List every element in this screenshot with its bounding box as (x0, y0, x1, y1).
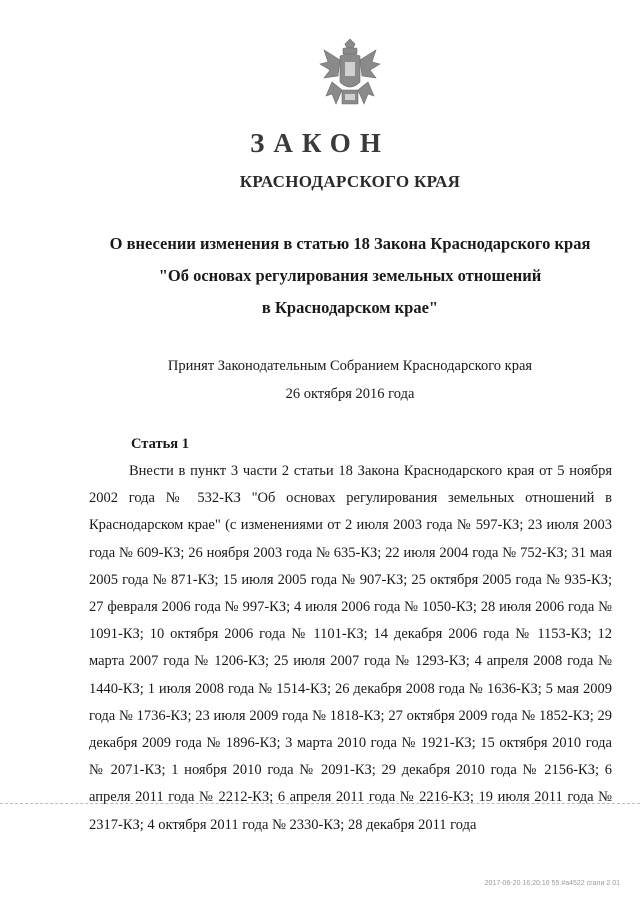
article-title: Статья 1 (131, 436, 189, 452)
document-title: ЗАКОН (250, 128, 390, 158)
adoption-body: Принят Законодательным Собранием Краснодарского края (167, 358, 533, 374)
law-heading (60, 228, 640, 324)
document-region: КРАСНОДАРСКОГО КРАЯ (239, 172, 461, 191)
adoption-date: 26 октября 2016 года (285, 386, 415, 402)
page-divider (0, 803, 640, 804)
law-heading-line: О внесении изменения в статью 18 Закона Краснодарского края (109, 234, 591, 253)
adoption-info (60, 352, 640, 408)
krasnodar-coat-of-arms-icon (318, 38, 382, 108)
article-text: Внести в пункт 3 части 2 статьи 18 Закона Краснодарского края от 5 ноября 2002 года № 532-КЗ "Об основах регулирования земельных отношений в Краснодарском крае" (с изменениями от 2 июля 2003 года № 597-КЗ; 23 июля 2003 года № 609-КЗ; 26 ноября 2003 года № 635-КЗ; 22 июля 2004 года № 752-КЗ; 31 мая 2005 года № 871-КЗ; 15 июля 2005 года № 907-КЗ; 25 октября 2005 года № 935-КЗ; 27 февраля 2006 года № 997-КЗ; 4 июля 2006 года № 1050-КЗ; 28 июля 2006 года № 1091-КЗ; 10 октября 2006 года № 1101-КЗ; 14 декабря 2006 года № 1153-КЗ; 12 марта 2007 года № 1206-КЗ; 25 июля 2007 года № 1293-КЗ; 4 апреля 2008 года № 1440-КЗ; 1 июля 2008 года № 1514-КЗ; 26 декабря 2008 года № 1636-КЗ; 5 мая 2009 года № 1736-КЗ; 23 июля 2009 года № 1818-КЗ; 27 октября 2009 года № 1852-КЗ; 29 декабря 2009 года № 1896-КЗ; 3 марта 2010 года № 1921-КЗ; 15 октября 2010 года № 2071-КЗ; 1 ноября 2010 года № 2091-КЗ; 29 декабря 2010 года № 2156-КЗ; 6 апреля 2011 года № 2212-КЗ; 6 апреля 2011 года № 2216-КЗ; 19 июля 2011 года № 2317-КЗ; 4 октября 2011 года № 2330-КЗ; 28 декабря 2011 года (89, 463, 612, 833)
law-heading-line: "Об основах регулирования земельных отношений (158, 266, 542, 285)
law-heading-line: в Краснодарском крае" (261, 298, 439, 317)
footer-stamp: 2017-06-20 16:20:16 55 #a4522 сгали 2 01 (484, 880, 620, 887)
